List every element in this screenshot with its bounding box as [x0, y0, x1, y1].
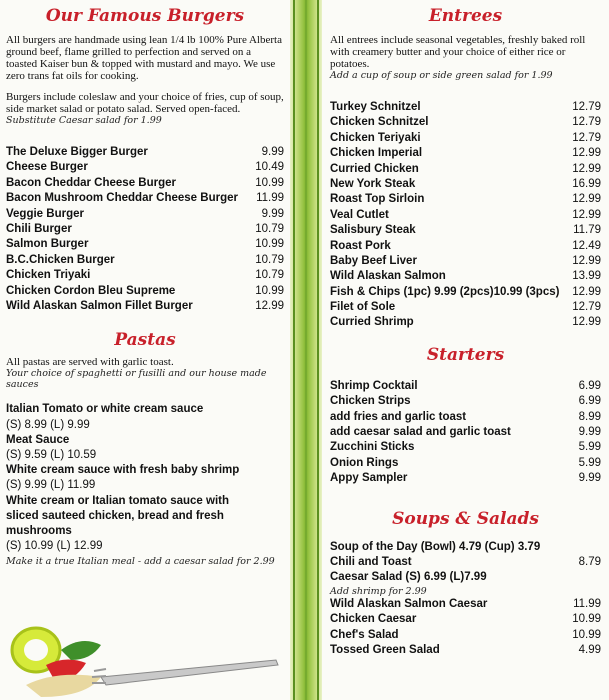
menu-item-price: 9.99 — [261, 146, 284, 158]
menu-item-name: The Deluxe Bigger Burger — [6, 146, 148, 158]
menu-item — [330, 208, 601, 223]
menu-item-name: Veggie Burger — [6, 207, 84, 220]
entrees-intro: All entrees include seasonal vegetables, freshly baked roll with creamery butter and your choice of either rice or potatoes. — [330, 34, 586, 70]
pasta-line: White cream or Italian tomato sauce with — [6, 494, 230, 507]
menu-item — [330, 471, 601, 486]
menu-item-name: Curried Shrimp — [330, 316, 414, 329]
menu-item — [6, 176, 284, 191]
burger-list — [6, 145, 284, 314]
menu-item-price: 12.99 — [572, 147, 601, 160]
menu-item-name: Soup of the Day (Bowl) 4.79 (Cup) 3.79 — [330, 540, 541, 553]
menu-item-price: 8.79 — [578, 555, 601, 568]
menu-item-name: New York Steak — [330, 177, 416, 190]
menu-item-name: Bacon Mushroom Cheddar Cheese Burger — [6, 192, 238, 205]
menu-item-name: Fish & Chips (1pc) 9.99 (2pcs)10.99 (3pcs) — [330, 285, 560, 298]
menu-item-name: Onion Rings — [330, 456, 399, 469]
menu-item — [330, 379, 601, 394]
menu-item-price: 9.99 — [578, 472, 601, 485]
menu-item-price: 12.99 — [572, 208, 601, 221]
menu-item-name: Chicken Triyaki — [6, 269, 91, 282]
right-column — [322, 0, 609, 700]
menu-item — [330, 315, 601, 330]
menu-item — [330, 162, 601, 177]
menu-item-price: 12.99 — [572, 162, 601, 175]
menu-item — [330, 628, 601, 643]
menu-item-price: 10.79 — [255, 222, 284, 235]
menu-item-name: B.C.Chicken Burger — [6, 253, 115, 266]
pasta-line: mushrooms — [6, 524, 72, 537]
menu-item — [330, 612, 601, 627]
menu-item-name: Chicken Teriyaki — [330, 131, 421, 144]
menu-item-price: 11.99 — [256, 192, 284, 205]
menu-item-price: 12.99 — [572, 254, 601, 267]
menu-item-price: 10.49 — [255, 161, 284, 174]
menu-item-name: Wild Alaskan Salmon — [330, 270, 446, 283]
pastas-sauce-note: Your choice of spaghetti or fusilli and our house made sauces — [6, 368, 267, 391]
menu-item-name: Chicken Strips — [330, 395, 411, 408]
salad-list — [330, 597, 601, 659]
menu-item-name: Wild Alaskan Salmon Caesar — [330, 597, 488, 610]
pasta-line: (S) 8.99 (L) 9.99 — [6, 418, 90, 431]
menu-item-price: 10.79 — [255, 269, 284, 282]
entree-list — [330, 100, 601, 331]
menu-item — [6, 299, 284, 314]
menu-item-price: 12.79 — [572, 301, 601, 314]
menu-item-name: Shrimp Cocktail — [330, 379, 418, 392]
menu-item-price: 12.99 — [572, 285, 601, 298]
menu-item-price: 5.99 — [578, 441, 601, 454]
pasta-line: Italian Tomato or white cream sauce — [6, 403, 204, 416]
menu-item-name: Zucchini Sticks — [330, 441, 415, 454]
menu-item-name: Cheese Burger — [6, 161, 88, 174]
menu-item — [330, 555, 601, 570]
menu-item-price: 12.99 — [572, 193, 601, 206]
menu-item-name: Wild Alaskan Salmon Fillet Burger — [6, 299, 193, 312]
menu-item-price: 12.99 — [572, 316, 601, 329]
pastas-title: Pastas — [114, 330, 176, 351]
starters-title: Starters — [426, 344, 505, 365]
menu-item-price: 9.99 — [261, 207, 284, 220]
menu-item — [330, 410, 601, 425]
soup-list — [330, 540, 601, 586]
menu-item-name: Chicken Cordon Bleu Supreme — [6, 284, 176, 297]
entrees-title: Entrees — [428, 6, 503, 26]
menu-item — [6, 237, 284, 252]
menu-item-price: 10.99 — [572, 613, 601, 626]
menu-item-price: 5.99 — [578, 456, 601, 469]
pasta-line: (S) 9.59 (L) 10.59 — [6, 448, 97, 461]
pasta-line: sliced sauteed chicken, bread and fresh — [6, 509, 224, 522]
pasta-line: (S) 10.99 (L) 12.99 — [6, 540, 103, 553]
menu-item — [6, 160, 284, 175]
menu-item-name: Bacon Cheddar Cheese Burger — [6, 176, 176, 189]
menu-item-name: Chicken Schnitzel — [330, 116, 429, 129]
green-divider — [290, 0, 322, 700]
menu-item — [330, 100, 601, 115]
pasta-line: White cream sauce with fresh baby shrimp — [6, 464, 240, 477]
menu-item-price: 11.79 — [573, 224, 601, 237]
menu-item-name: add caesar salad and garlic toast — [330, 426, 511, 439]
menu-item-price: 4.99 — [578, 643, 601, 656]
menu-item-price: 13.99 — [572, 270, 601, 283]
menu-item-price: 12.79 — [572, 101, 601, 113]
pasta-line: Meat Sauce — [6, 433, 70, 446]
menu-item — [330, 456, 601, 471]
menu-item-price: 6.99 — [578, 395, 601, 408]
menu-item — [330, 177, 601, 192]
menu-item — [6, 145, 284, 160]
menu-item-name: Chef's Salad — [330, 628, 399, 641]
menu-item — [330, 146, 601, 161]
menu-item-name: Roast Pork — [330, 239, 391, 252]
menu-item-name: Roast Top Sirloin — [330, 193, 425, 206]
pasta-line: (S) 9.99 (L) 11.99 — [6, 479, 96, 492]
entrees-note: Add a cup of soup or side green salad for 1.99 — [330, 70, 553, 81]
menu-item — [6, 253, 284, 268]
left-column — [0, 0, 290, 700]
menu-item-name: Chicken Imperial — [330, 147, 423, 160]
menu-item-price: 10.99 — [255, 284, 284, 297]
menu-item-name: Salisbury Steak — [330, 224, 416, 237]
menu-item-price: 12.49 — [572, 239, 601, 252]
menu-item-name: Filet of Sole — [330, 301, 396, 314]
menu-item-name: Tossed Green Salad — [330, 643, 440, 656]
menu-item — [330, 394, 601, 409]
menu-item — [330, 570, 601, 585]
menu-item — [6, 268, 284, 283]
menu-item — [330, 643, 601, 658]
burgers-title: Our Famous Burgers — [45, 6, 245, 26]
menu-item-name: Chili and Toast — [330, 555, 412, 568]
menu-item-name: Caesar Salad (S) 6.99 (L)7.99 — [330, 571, 487, 584]
menu-item — [6, 222, 284, 237]
menu-item — [330, 269, 601, 284]
soups-title: Soups & Salads — [392, 508, 539, 529]
menu-item-name: Turkey Schnitzel — [330, 101, 421, 113]
burgers-includes: Burgers include coleslaw and your choice of fries, cup of soup, side market salad or potato salad. Served open-faced. — [6, 91, 284, 115]
menu-item — [6, 207, 284, 222]
menu-item-price: 8.99 — [578, 410, 601, 423]
burgers-note: Substitute Caesar salad for 1.99 — [6, 115, 162, 126]
menu-item — [330, 239, 601, 254]
burgers-intro: All burgers are handmade using lean 1/4 lb 100% Pure Alberta ground beef, flame grilled to perfection and served on a toasted Kaiser bun & topped with mustard and mayo. We use zero trans fat oils for cooking. — [6, 34, 282, 82]
menu-item — [330, 597, 601, 612]
menu-item-name: Baby Beef Liver — [330, 254, 417, 267]
fork-salad-image — [6, 605, 286, 700]
menu-item-price: 10.99 — [255, 176, 284, 189]
pasta-list — [6, 402, 284, 554]
menu-item — [330, 115, 601, 130]
pastas-intro: All pastas are served with garlic toast. — [6, 356, 174, 369]
menu-item-name: Chili Burger — [6, 222, 72, 235]
menu-item-price: 10.99 — [572, 628, 601, 641]
menu-item — [330, 223, 601, 238]
menu-item — [330, 192, 601, 207]
menu-item — [6, 284, 284, 299]
pastas-caesar-note: Make it a true Italian meal - add a caesar salad for 2.99 — [6, 556, 275, 568]
menu-item — [330, 254, 601, 269]
menu-item-price: 11.99 — [573, 597, 601, 610]
menu-item-price: 12.99 — [255, 299, 284, 312]
menu-item-price: 10.79 — [255, 253, 284, 266]
menu-item-name: Chicken Caesar — [330, 613, 417, 626]
menu-item — [330, 131, 601, 146]
menu-item-price: 9.99 — [578, 426, 601, 439]
menu-item-price: 12.79 — [572, 131, 601, 144]
menu-item-price: 10.99 — [255, 238, 284, 251]
menu-item — [330, 440, 601, 455]
menu-item-name: Salmon Burger — [6, 238, 89, 251]
menu-item-price: 6.99 — [578, 379, 601, 392]
soups-shrimp-note: Add shrimp for 2.99 — [330, 585, 427, 597]
menu-item-name: Appy Sampler — [330, 472, 408, 485]
menu-item-name: Curried Chicken — [330, 162, 419, 175]
menu-item — [6, 191, 284, 206]
menu-item — [330, 300, 601, 315]
menu-item-price: 16.99 — [572, 177, 601, 190]
menu-item-name: add fries and garlic toast — [330, 410, 467, 423]
menu-item-name: Veal Cutlet — [330, 208, 389, 221]
menu-item — [330, 285, 601, 300]
menu-item-price: 12.79 — [572, 116, 601, 129]
menu-item — [330, 425, 601, 440]
starter-list — [330, 379, 601, 487]
menu-item — [330, 540, 601, 555]
